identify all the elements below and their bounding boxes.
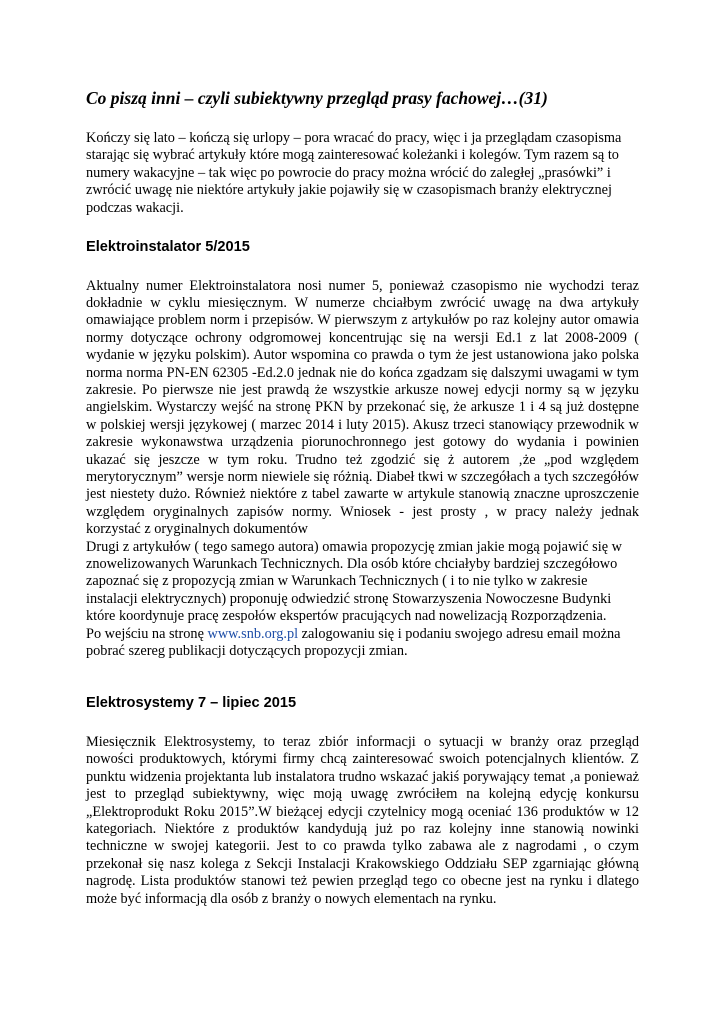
section1-paragraph-3 xyxy=(86,626,639,661)
intro-paragraph: Kończy się lato – kończą się urlopy – pora wracać do pracy, więc i ja przeglądam czasopisma starając się wybrać artykuły które mogą zainteresować koleżanki i kolegów. Tym razem są to numery wakacyjne – tak więc po powrocie do pracy można wrócić do zaległej „prasówki” i zwrócić uwagę nie niektóre artykuły jakie pojawiły się w czasopismach branży elektrycznej podczas wakacji. xyxy=(86,130,622,216)
section2-paragraph-1: Miesięcznik Elektrosystemy, to teraz zbiór informacji o sytuacji w branży oraz przegląd nowości produktowych, którymi firmy chcą zainteresować swoich potencjalnych klientów. Z punktu widzenia projektanta lub instalatora trudno wskazać jakiś porywający temat ‚a ponieważ jest to przegląd subiektywny, więc moją uwagę zwróciłem na kolejną edycję konkursu „Elektroprodukt Roku 2015”.W bieżącej edycji czytelnicy mogą oceniać 136 produktów w 12 kategoriach. Niektóre z produktów kandydują już po raz kolejny inne stanowią nowinki techniczne w swojej kategorii. Jest to co prawda tylko zabawa ale z nagrodami , o czym przekonał się nasz kolega z Sekcji Instalacji Krakowskiego Oddziału SEP zgarniając główną nagrodę. Lista produktów stanowi też pewien przegląd tego co obecne jest na rynku i dlatego może być informacją dla osób z branży o nowych elementach na rynku. xyxy=(86,733,639,907)
section-heading-elektrosystemy: Elektrosystemy 7 – lipiec 2015 xyxy=(86,695,297,712)
paragraph-text: zalogowaniu się i podaniu swojego adresu email można pobrać szereg publikacji dotyczących propozycji zmian. xyxy=(86,625,621,660)
section-heading-elektroinstalator: Elektroinstalator 5/2015 xyxy=(86,239,250,256)
section1-paragraph-1: Aktualny numer Elektroinstalatora nosi numer 5, ponieważ czasopismo nie wychodzi teraz dokładnie w cyklu miesięcznym. W numerze chciałbym zwrócić uwagę na dwa artykuły omawiające problem norm i przepisów. W pierwszym z artykułów po raz kolejny autor omawia normy dotyczące ochrony odgromowej koncentrując się na wersji Ed.1 z lat 2008-2009 ( wydanie w języku polskim). Autor wspomina co prawda o tym że jest ustanowiona jako polska norma norma PN-EN 62305 -Ed.2.0 jednak nie do końca zgadzam się dalszymi uwagami w tym zakresie. Po pierwsze nie jest prawdą że wszystkie arkusze nowej edycji normy są w języku angielskim. Wystarczy wejść na stronę PKN by przekonać się, że arkusze 1 i 4 są już dostępne w polskiej wersji językowej ( marzec 2014 i luty 2015). Akusz trzeci stanowiący przewodnik w zakresie wykonawstwa urządzenia piorunochronnego jest gotowy do wydania i powinien ukazać się jeszcze w tym roku. Trudno też zgodzić się ż autorem ‚że „pod względem merytorycznym” wersje norm niewiele się różnią. Diabeł tkwi w szczegółach a tych szczegółów jest niestety dużo. Również niektóre z tabel zawarte w artykule stanowią znaczne uproszczenie względem oryginalnych zapisów normy. Wniosek - jest prosty , w pracy należy jednak korzystać z oryginalnych dokumentów xyxy=(86,277,639,538)
section1-paragraph-2: Drugi z artykułów ( tego samego autora) omawia propozycję zmian jakie mogą pojawić się w znowelizowanych Warunkach Technicznych. Dla osób które chciałyby bardziej szczegółowo zapoznać się z propozycją zmian w Warunkach Technicznych ( i to nie tylko w zakresie instalacji elektrycznych) proponuję odwiedzić stronę Stowarzyszenia Nowoczesne Budynki które koordynuje pracę zespołów ekspertów pracujących nad nowelizacją Rozporządzenia. xyxy=(86,538,622,625)
paragraph-text: Po wejściu na stronę xyxy=(86,625,208,642)
snb-website-link[interactable]: www.snb.org.pl xyxy=(207,625,299,642)
page-title: Co piszą inni – czyli subiektywny przegląd prasy fachowej…(31) xyxy=(86,88,548,108)
